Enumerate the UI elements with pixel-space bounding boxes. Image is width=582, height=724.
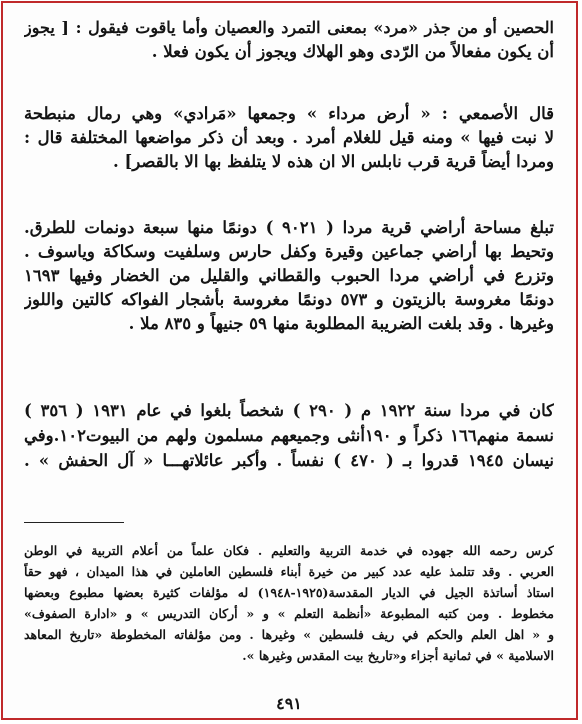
footnote-line: مخطوط . ومن كتبه المطبوعة «أنظمة التعلم » و « أركان التدريس » و «ادارة الصفوف» [24, 606, 554, 621]
paragraph-population [24, 398, 554, 473]
footnote-line: الاسلامية » في ثمانية أجزاء و«تاريخ بيت المقدس وغيرها ». [242, 648, 554, 663]
footnote [24, 540, 554, 666]
text-line: كان في مردا سنة ١٩٢٢ م ( ٢٩٠ ) شخصاً بلغوا في عام ١٩٣١ ( ٣٥٦ ) [24, 401, 554, 420]
text-line: الحصين أو من جذر «مرد» بمعنى التمرد والعصيان وأما ياقوت فيقول : [ يجوز [24, 18, 554, 37]
paragraph-asmai-quote [24, 102, 554, 174]
footnote-line: و « اهل العلم والحكم في ريف فلسطين » وغيرها . ومن مؤلفاته المخطوطة «تاريخ المعاهد [24, 627, 554, 642]
text-line: قال الأصمعي : « أرض مرداء » وجمعها «مَرادي» وهي رمال منبطحة [24, 104, 554, 123]
footnote-divider [24, 522, 124, 523]
document-page [24, 0, 554, 724]
footnote-line: العربي . وقد تتلمذ عليه عدد كبير من خيرة أبناء فلسطين العاملين في هذا الميدان ، فهو حقاً [24, 564, 554, 579]
text-line: لا نبت فيها » ومنه قيل للغلام أمرد . وبعد أن ذكر مواضعها المختلفة قال : [24, 128, 554, 147]
footnote-line: استاذ أساتذة الجيل في الديار المقدسة(١٩٢٥-١٩٤٨) له مؤلفات كثيرة بعضها مطبوع وبعضها [24, 585, 554, 600]
text-line: ومردا أيضاً قرية قرب نابلس الا ان هذه لا يتلفظ بها الا بالقصر] . [112, 152, 554, 171]
text-line: نسمة منهم١٦٦ ذكراً و ١٩٠أنثى وجميعهم مسلمون ولهم من البيوت١٠٢.وفي [24, 426, 554, 445]
paragraph-etymology [24, 16, 554, 64]
page-number: ٤٩١ [276, 694, 302, 713]
text-line: أن يكون مفعالاً من الرّدى وهو الهلاك ويجوز أن يكون فعلا . [151, 42, 554, 61]
text-line: وتزرع في أراضي مردا الحبوب والقطاني والقليل من الخضار وفيها ١٦٩٣ [24, 266, 554, 285]
text-line: وغيرها . وقد بلغت الضريبة المطلوبة منها ٥٩ جنيهاً و ٨٣٥ ملا . [128, 314, 554, 333]
footnote-line: كرس رحمه الله جهوده في خدمة التربية والتعليم . فكان علماً من أعلام التربية في الوطن [24, 543, 554, 558]
paragraph-land-area [24, 216, 554, 336]
text-line: تبلغ مساحة أراضي قرية مردا ( ٩٠٢١ ) دونمًا منها سبعة دونمات للطرق. [24, 218, 554, 237]
text-line: نيسان ١٩٤٥ قدروا بـ ( ٤٧٠ ) نفساً . وأكبر عائلاتهـــا « آل الحفش » . [24, 451, 554, 470]
text-line: وتحيط بها أراضي جماعين وقيرة وكفل حارس وسلفيت وسكاكة وياسوف . [24, 242, 554, 261]
text-line: دونمًا مغروسة بالزيتون و ٥٧٣ دونمًا مغروسة بأشجار الفواكه كالتين واللوز [24, 290, 554, 309]
